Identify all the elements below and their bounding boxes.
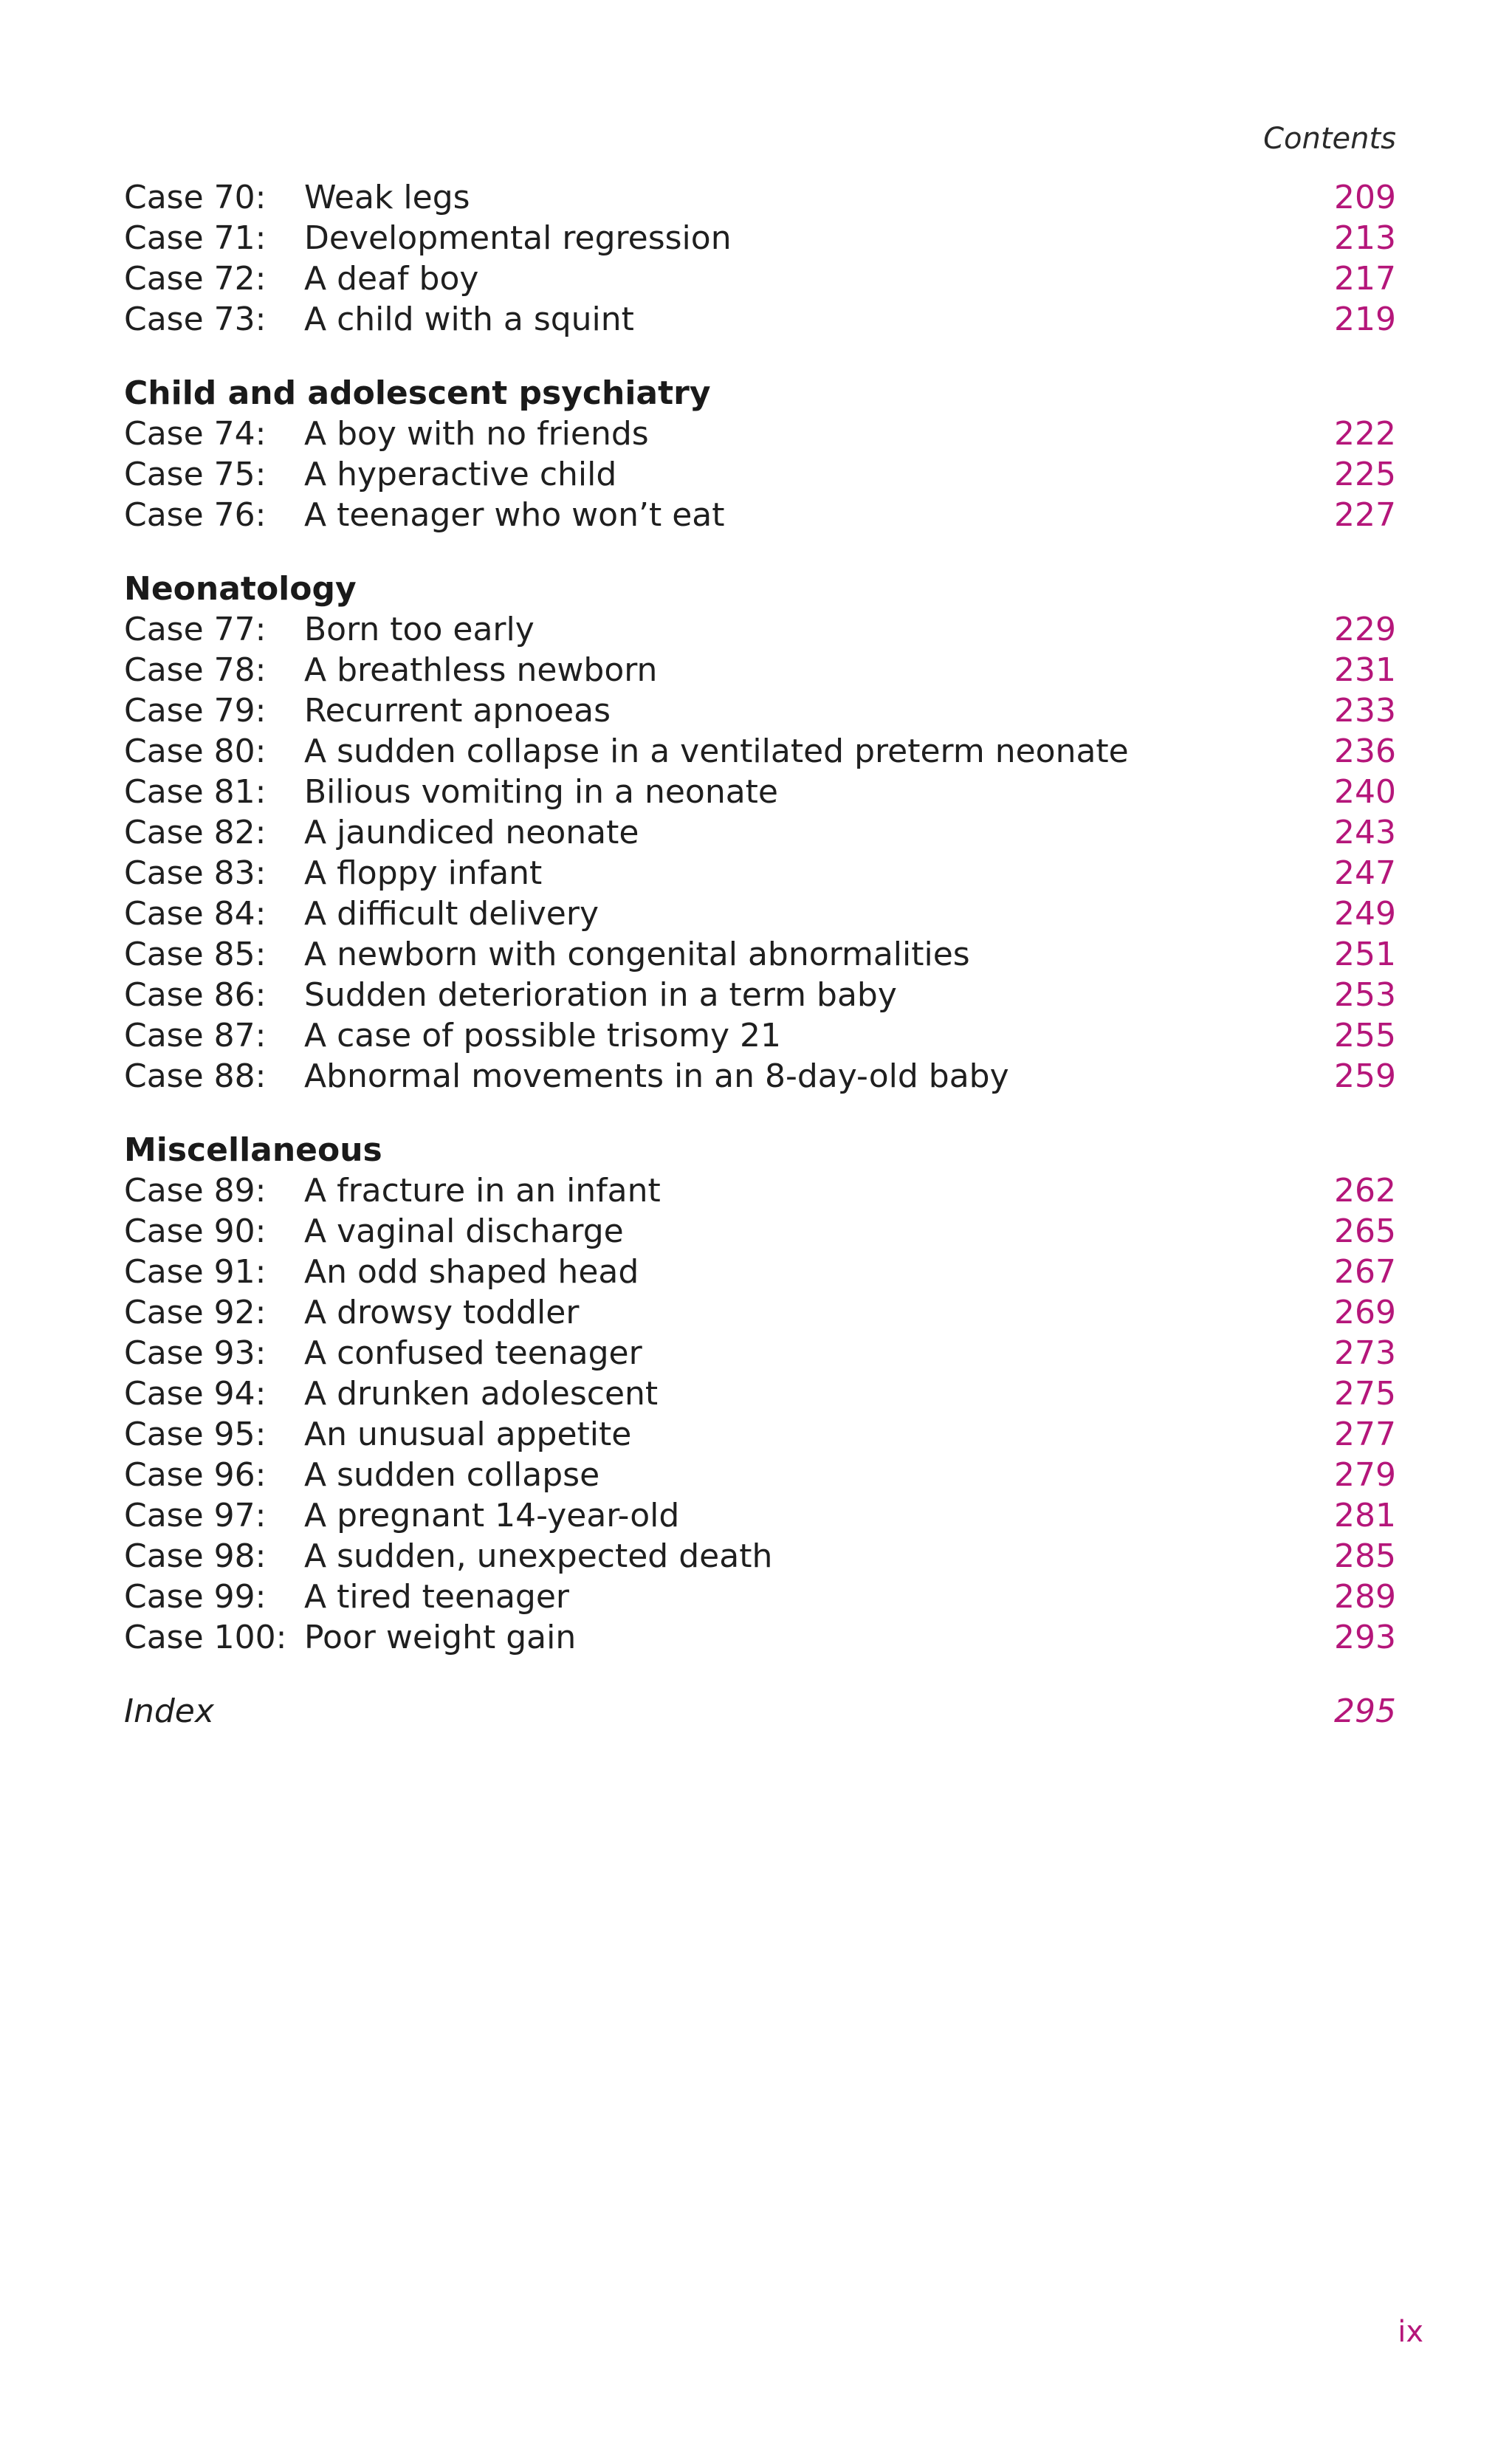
page-number: 217: [1334, 260, 1396, 298]
case-title: A vaginal discharge: [304, 1212, 624, 1250]
case-number: Case 87:: [124, 1017, 267, 1054]
toc-entry[interactable]: [124, 1333, 1396, 1373]
toc-entry-index[interactable]: [124, 1691, 1396, 1732]
toc-entry[interactable]: [124, 1252, 1396, 1292]
page-number: 265: [1334, 1212, 1396, 1250]
page-number: 236: [1334, 733, 1396, 770]
page-number: 209: [1334, 179, 1396, 216]
page-number: 243: [1334, 814, 1396, 851]
toc-entry[interactable]: [124, 934, 1396, 975]
case-number: Case 81:: [124, 773, 267, 811]
page-number: 285: [1334, 1537, 1396, 1575]
case-title: A pregnant 14-year-old: [304, 1497, 680, 1534]
toc-entry[interactable]: [124, 650, 1396, 690]
toc-entry[interactable]: [124, 1455, 1396, 1495]
toc-entry[interactable]: [124, 893, 1396, 934]
case-number: Case 80:: [124, 733, 267, 770]
case-title: A case of possible trisomy 21: [304, 1017, 782, 1054]
toc-entry[interactable]: [124, 690, 1396, 731]
case-title: A breathless newborn: [304, 651, 658, 689]
toc-section-neonatology: [124, 569, 1396, 1097]
toc-entry[interactable]: [124, 1056, 1396, 1097]
case-number: Case 90:: [124, 1212, 267, 1250]
page-folio: ix: [1398, 2315, 1423, 2349]
index-label: Index: [124, 1692, 214, 1730]
page-number: 227: [1334, 496, 1396, 534]
case-number: Case 92:: [124, 1294, 267, 1331]
table-of-contents: [124, 177, 1396, 1732]
toc-section-continued: [124, 177, 1396, 340]
case-number: Case 82:: [124, 814, 267, 851]
page-number: 222: [1334, 415, 1396, 453]
page-number: 225: [1334, 456, 1396, 493]
case-title: A difficult delivery: [304, 895, 599, 933]
case-number: Case 84:: [124, 895, 267, 933]
case-number: Case 98:: [124, 1537, 267, 1575]
case-title: A tired teenager: [304, 1578, 570, 1616]
case-number: Case 97:: [124, 1497, 267, 1534]
case-title: Bilious vomiting in a neonate: [304, 773, 778, 811]
toc-section-psychiatry: [124, 373, 1396, 535]
page-number: 262: [1334, 1172, 1396, 1210]
case-title: Poor weight gain: [304, 1619, 577, 1656]
case-title: Recurrent apnoeas: [304, 692, 611, 730]
toc-entry[interactable]: [124, 1536, 1396, 1577]
case-title: A sudden collapse in a ventilated preterm neonate: [304, 733, 1129, 770]
case-title: A fracture in an infant: [304, 1172, 661, 1210]
page-number: 293: [1334, 1619, 1396, 1656]
case-number: Case 100:: [124, 1619, 287, 1656]
case-number: Case 83:: [124, 854, 267, 892]
case-title: A newborn with congenital abnormalities: [304, 936, 970, 973]
case-number: Case 94:: [124, 1375, 267, 1413]
case-title: A confused teenager: [304, 1334, 642, 1372]
case-number: Case 78:: [124, 651, 267, 689]
toc-entry[interactable]: [124, 1414, 1396, 1455]
case-number: Case 71:: [124, 219, 267, 257]
toc-entry[interactable]: [124, 975, 1396, 1015]
toc-entry[interactable]: [124, 1577, 1396, 1617]
case-number: Case 93:: [124, 1334, 267, 1372]
case-number: Case 85:: [124, 936, 267, 973]
toc-entry[interactable]: [124, 414, 1396, 454]
case-title: A teenager who won’t eat: [304, 496, 725, 534]
case-number: Case 77:: [124, 611, 267, 648]
case-title: A sudden, unexpected death: [304, 1537, 773, 1575]
case-title: A sudden collapse: [304, 1456, 600, 1494]
case-title: A drowsy toddler: [304, 1294, 580, 1331]
toc-entry[interactable]: [124, 299, 1396, 340]
page-number: 249: [1334, 895, 1396, 933]
case-number: Case 96:: [124, 1456, 267, 1494]
page-number: 281: [1334, 1497, 1396, 1534]
case-number: Case 75:: [124, 456, 267, 493]
toc-entry[interactable]: [124, 1373, 1396, 1414]
case-number: Case 73:: [124, 301, 267, 338]
case-title: A drunken adolescent: [304, 1375, 659, 1413]
case-number: Case 89:: [124, 1172, 267, 1210]
case-title: Born too early: [304, 611, 535, 648]
page-number: 219: [1334, 301, 1396, 338]
section-heading: Child and adolescent psychiatry: [124, 374, 711, 412]
case-title: Weak legs: [304, 179, 470, 216]
toc-entry[interactable]: [124, 1292, 1396, 1333]
toc-entry[interactable]: [124, 1211, 1396, 1252]
page-number: 233: [1334, 692, 1396, 730]
section-heading: Neonatology: [124, 570, 357, 608]
case-title: Abnormal movements in an 8-day-old baby: [304, 1057, 1009, 1095]
toc-entry[interactable]: [124, 177, 1396, 218]
page-number: 229: [1334, 611, 1396, 648]
page-number: 251: [1334, 936, 1396, 973]
toc-entry[interactable]: [124, 258, 1396, 299]
case-title: An odd shaped head: [304, 1253, 639, 1291]
toc-entry[interactable]: [124, 218, 1396, 258]
case-number: Case 72:: [124, 260, 267, 298]
page-number: 277: [1334, 1416, 1396, 1453]
case-title: Developmental regression: [304, 219, 732, 257]
toc-entry[interactable]: [124, 1170, 1396, 1211]
toc-entry[interactable]: [124, 454, 1396, 495]
page-number: 267: [1334, 1253, 1396, 1291]
case-number: Case 79:: [124, 692, 267, 730]
case-title: Sudden deterioration in a term baby: [304, 976, 897, 1014]
case-number: Case 86:: [124, 976, 267, 1014]
page-number: 213: [1334, 219, 1396, 257]
page-number: 275: [1334, 1375, 1396, 1413]
case-title: A hyperactive child: [304, 456, 617, 493]
toc-entry[interactable]: [124, 1617, 1396, 1658]
toc-entry[interactable]: [124, 495, 1396, 535]
case-number: Case 74:: [124, 415, 267, 453]
running-header: Contents: [1263, 122, 1396, 156]
toc-entry[interactable]: [124, 772, 1396, 812]
page-number: 279: [1334, 1456, 1396, 1494]
case-number: Case 95:: [124, 1416, 267, 1453]
toc-entry[interactable]: [124, 853, 1396, 893]
page-number: 289: [1334, 1578, 1396, 1616]
page-number: 273: [1334, 1334, 1396, 1372]
case-title: A jaundiced neonate: [304, 814, 639, 851]
page-number: 247: [1334, 854, 1396, 892]
toc-entry[interactable]: [124, 1015, 1396, 1056]
page-number: 269: [1334, 1294, 1396, 1331]
toc-section-miscellaneous: [124, 1130, 1396, 1658]
page-number: 295: [1334, 1692, 1396, 1730]
case-number: Case 91:: [124, 1253, 267, 1291]
toc-entry[interactable]: [124, 609, 1396, 650]
case-title: A boy with no friends: [304, 415, 649, 453]
toc-entry[interactable]: [124, 1495, 1396, 1536]
case-number: Case 99:: [124, 1578, 267, 1616]
page-number: 231: [1334, 651, 1396, 689]
case-title: An unusual appetite: [304, 1416, 632, 1453]
toc-entry[interactable]: [124, 731, 1396, 772]
case-title: A child with a squint: [304, 301, 634, 338]
toc-entry[interactable]: [124, 812, 1396, 853]
case-number: Case 88:: [124, 1057, 267, 1095]
page-number: 253: [1334, 976, 1396, 1014]
case-title: A deaf boy: [304, 260, 479, 298]
page-number: 240: [1334, 773, 1396, 811]
page-number: 259: [1334, 1057, 1396, 1095]
section-heading: Miscellaneous: [124, 1131, 382, 1169]
page-number: 255: [1334, 1017, 1396, 1054]
case-number: Case 76:: [124, 496, 267, 534]
case-title: A floppy infant: [304, 854, 543, 892]
case-number: Case 70:: [124, 179, 267, 216]
